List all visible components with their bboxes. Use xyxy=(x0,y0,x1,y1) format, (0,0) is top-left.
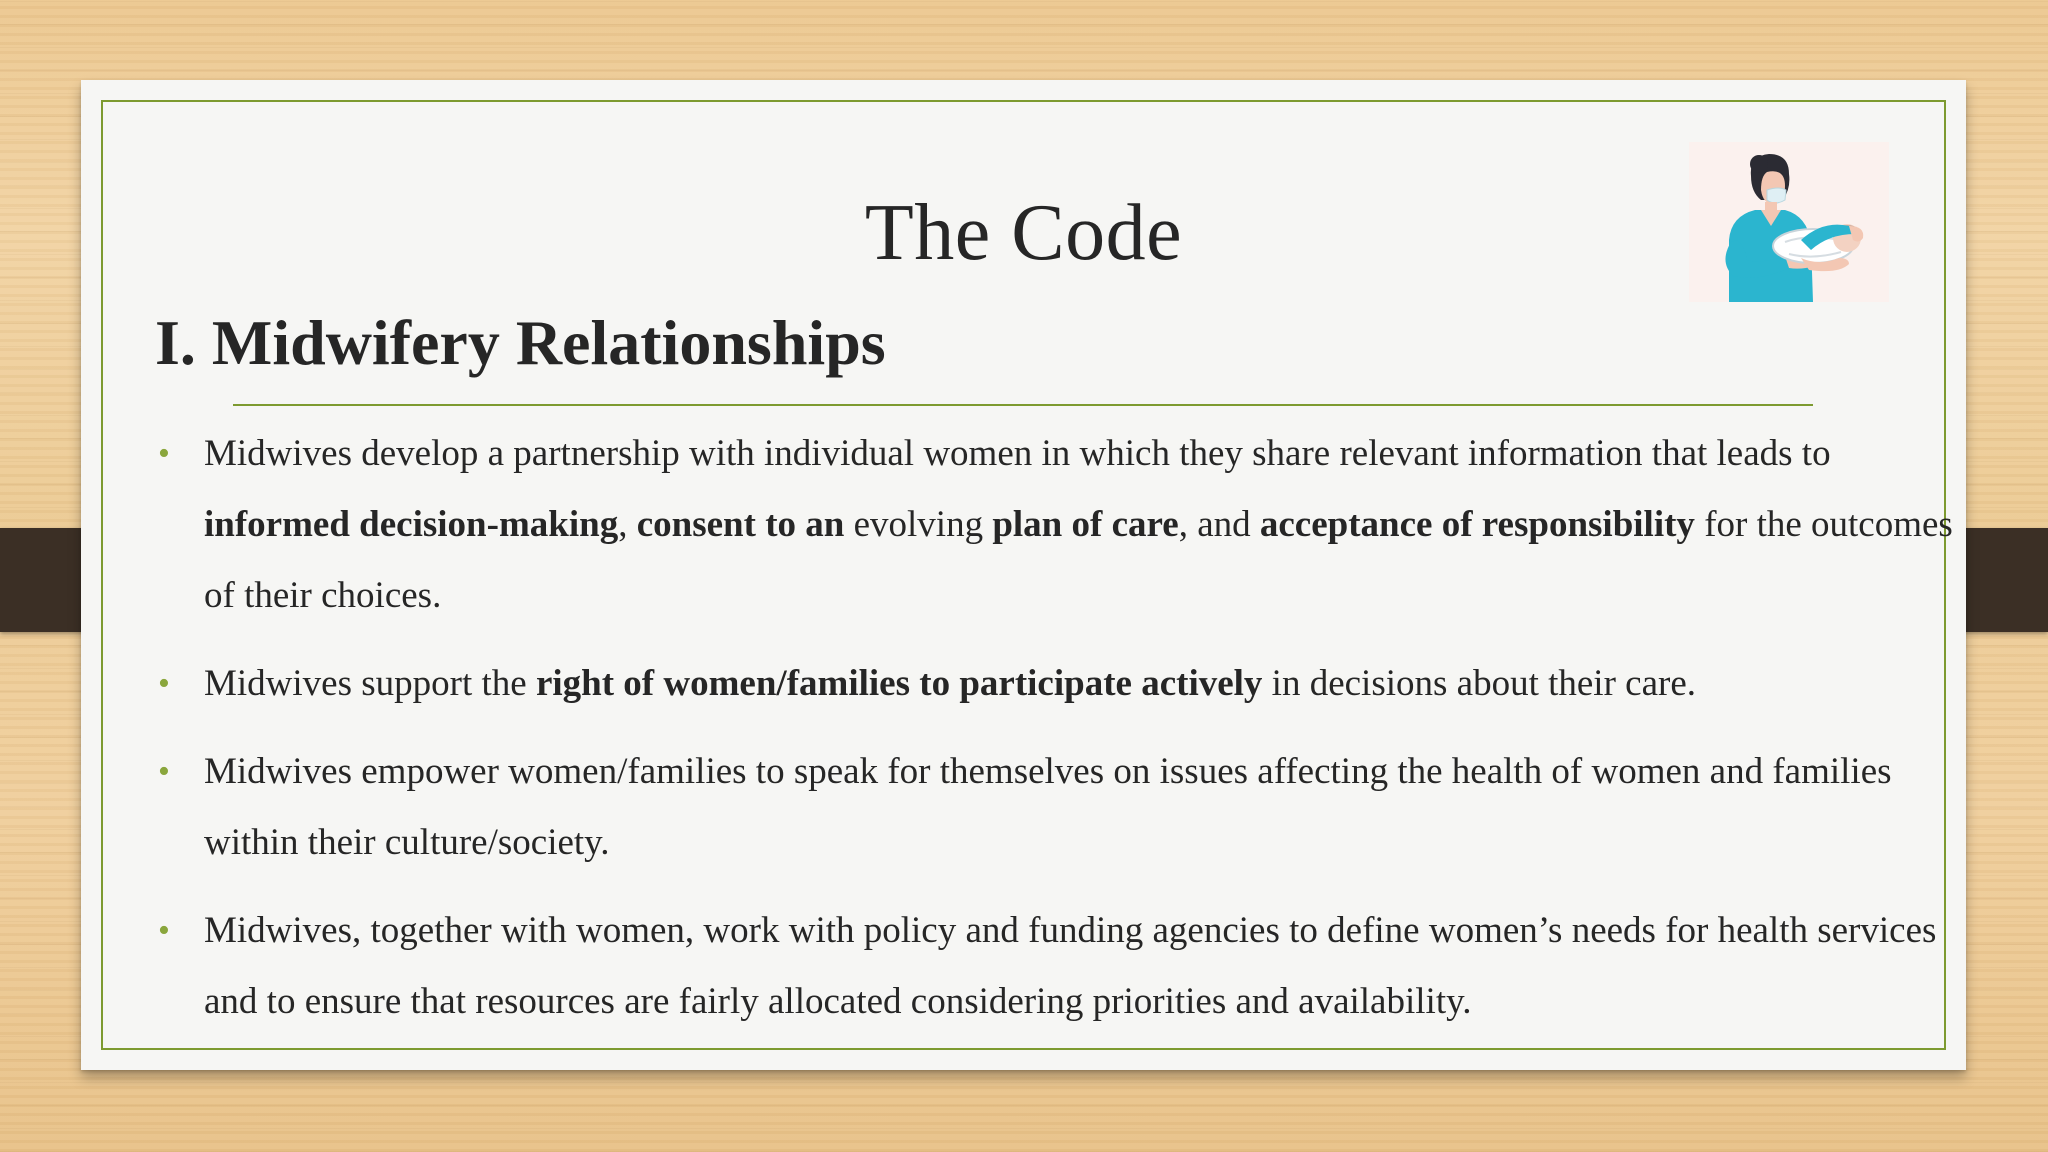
bullet-item xyxy=(155,648,1955,719)
section-heading: I. Midwifery Relationships xyxy=(155,307,886,378)
bullet-item xyxy=(155,895,1955,1037)
bullet-text: Midwives develop a partnership with individual women in which they share relevant information that leads to informed decision-making, consent to an evolving plan of care, and acceptance of responsibility for the outcomes of their choices. xyxy=(204,433,1953,616)
bullet-item xyxy=(155,736,1955,878)
bullet-text: Midwives support the right of women/families to participate actively in decisions about their care. xyxy=(204,663,1696,704)
bullet-text: Midwives, together with women, work with policy and funding agencies to define women’s needs for health services and to ensure that resources are fairly allocated considering priorities and availability. xyxy=(204,910,1937,1022)
bullet-text: Midwives empower women/families to speak for themselves on issues affecting the health of women and families within their culture/society. xyxy=(204,751,1892,863)
bullet-marker-icon: • xyxy=(158,753,170,790)
bullet-marker-icon: • xyxy=(158,435,170,472)
slide-title: The Code xyxy=(864,189,1183,277)
divider-line xyxy=(233,404,1813,406)
bullet-marker-icon: • xyxy=(158,912,170,949)
bullet-item xyxy=(155,418,1955,631)
slide xyxy=(81,80,1966,1070)
bullet-list xyxy=(155,418,1955,1054)
bullet-marker-icon: • xyxy=(158,665,170,702)
